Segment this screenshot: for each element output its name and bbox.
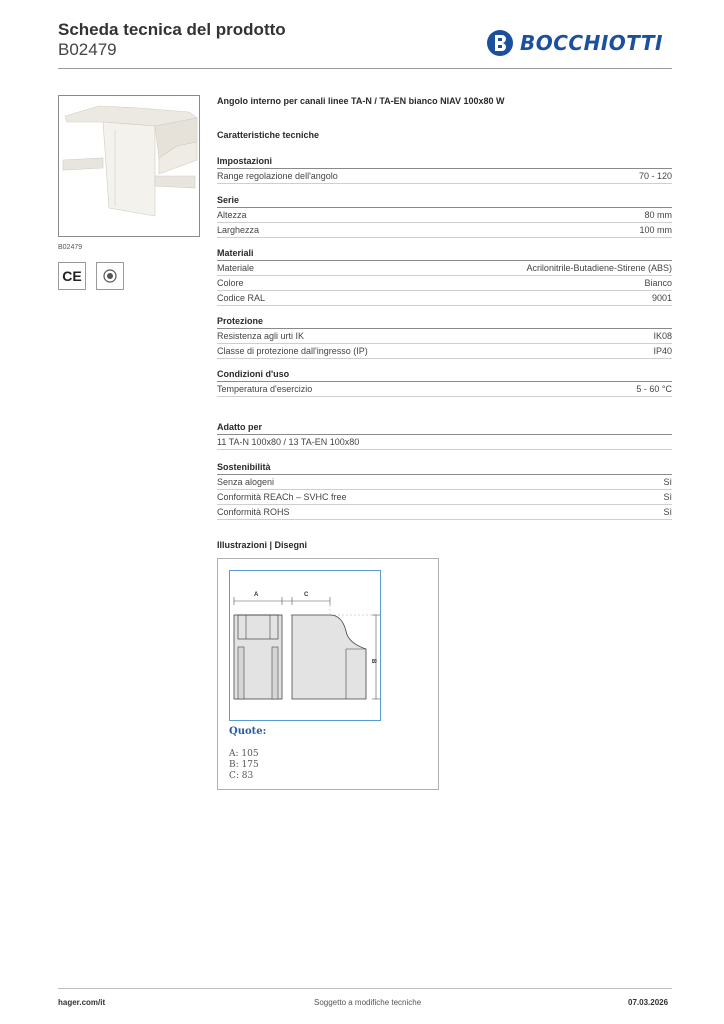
spec-label: Resistenza agli urti IK (217, 331, 305, 341)
spec-value: 9001 (651, 293, 672, 303)
spec-section-protezione (217, 315, 672, 359)
brand-logo (486, 28, 663, 58)
footer-date: 07.03.2026 (628, 998, 669, 1007)
dimension-label-b: B (370, 659, 376, 664)
spec-section-serie (217, 194, 672, 238)
spec-row (217, 261, 672, 276)
imq-logo-icon (103, 269, 117, 283)
brand-name: BOCCHIOTTI (520, 31, 663, 55)
spec-section-condizioni (217, 368, 672, 397)
spec-row (217, 505, 672, 520)
spec-row (217, 382, 672, 397)
spec-value: Sì (663, 507, 672, 517)
bocchiotti-b-icon (486, 29, 514, 57)
header-divider (58, 68, 672, 69)
section-heading: Adatto per (217, 421, 672, 435)
ce-mark-icon: CE (58, 262, 86, 290)
dimension-drawing (230, 571, 380, 720)
spec-value: Sì (663, 477, 672, 487)
section-heading: Impostazioni (217, 155, 672, 169)
section-heading: Serie (217, 194, 672, 208)
illustrations-title: Illustrazioni | Disegni (217, 540, 308, 550)
spec-row (217, 276, 672, 291)
spec-label: Codice RAL (217, 293, 266, 303)
spec-value: 5 - 60 °C (636, 384, 672, 394)
spec-label: Temperatura d'esercizio (217, 384, 313, 394)
spec-value: IK08 (653, 331, 672, 341)
spec-label: Conformità REACh – SVHC free (217, 492, 347, 502)
spec-label: Altezza (217, 210, 247, 220)
spec-label: 11 TA-N 100x80 / 13 TA-EN 100x80 (217, 437, 360, 447)
spec-row (217, 475, 672, 490)
tech-specs-title: Caratteristiche tecniche (217, 130, 320, 140)
quote-b: B: 175 (229, 760, 259, 770)
spec-section-adatto-per (217, 421, 672, 450)
spec-label: Senza alogeni (217, 477, 275, 487)
spec-label: Larghezza (217, 225, 260, 235)
product-name: Angolo interno per canali linee TA-N / TA-EN bianco NIAV 100x80 W (217, 96, 505, 106)
product-photo (58, 95, 200, 237)
dimension-label-a: A (254, 592, 259, 598)
dimension-label-c: C (304, 592, 309, 598)
spec-label: Range regolazione dell'angolo (217, 171, 338, 181)
spec-row (217, 223, 672, 238)
spec-value: 70 - 120 (638, 171, 672, 181)
page-title: Scheda tecnica del prodotto (58, 20, 286, 39)
spec-row (217, 208, 672, 223)
section-heading: Condizioni d'uso (217, 368, 672, 382)
spec-label: Conformità ROHS (217, 507, 290, 517)
technical-drawing (217, 558, 439, 790)
section-heading: Protezione (217, 315, 672, 329)
spec-value: Acrilonitrile-Butadiene-Stirene (ABS) (526, 263, 672, 273)
product-code: B02479 (58, 40, 117, 59)
spec-row (217, 291, 672, 306)
spec-value: IP40 (653, 346, 672, 356)
spec-row (217, 490, 672, 505)
spec-row (217, 169, 672, 184)
spec-value: 80 mm (644, 210, 672, 220)
spec-section-materiali (217, 247, 672, 306)
spec-section-impostazioni (217, 155, 672, 184)
corner-fitting-image (59, 96, 199, 236)
spec-value: Bianco (644, 278, 672, 288)
section-heading: Materiali (217, 247, 672, 261)
spec-value: 100 mm (639, 225, 672, 235)
spec-row (217, 344, 672, 359)
spec-section-sostenibilita (217, 461, 672, 520)
drawing-frame (229, 570, 381, 721)
spec-row (217, 435, 672, 450)
section-heading: Sostenibilità (217, 461, 672, 475)
footer-divider (58, 988, 672, 989)
spec-label: Classe di protezione dall'ingresso (IP) (217, 346, 368, 356)
spec-label: Materiale (217, 263, 255, 273)
spec-value: Sì (663, 492, 672, 502)
spec-row (217, 329, 672, 344)
imq-mark-icon (96, 262, 124, 290)
quote-c: C: 83 (229, 771, 254, 781)
quotes-title: Quote: (229, 726, 267, 737)
footer-website-link[interactable]: hager.com/it (58, 998, 106, 1007)
photo-caption: B02479 (58, 244, 83, 251)
spec-label: Colore (217, 278, 244, 288)
footer-note: Soggetto a modifiche tecniche (314, 998, 422, 1007)
quote-a: A: 105 (229, 749, 259, 759)
